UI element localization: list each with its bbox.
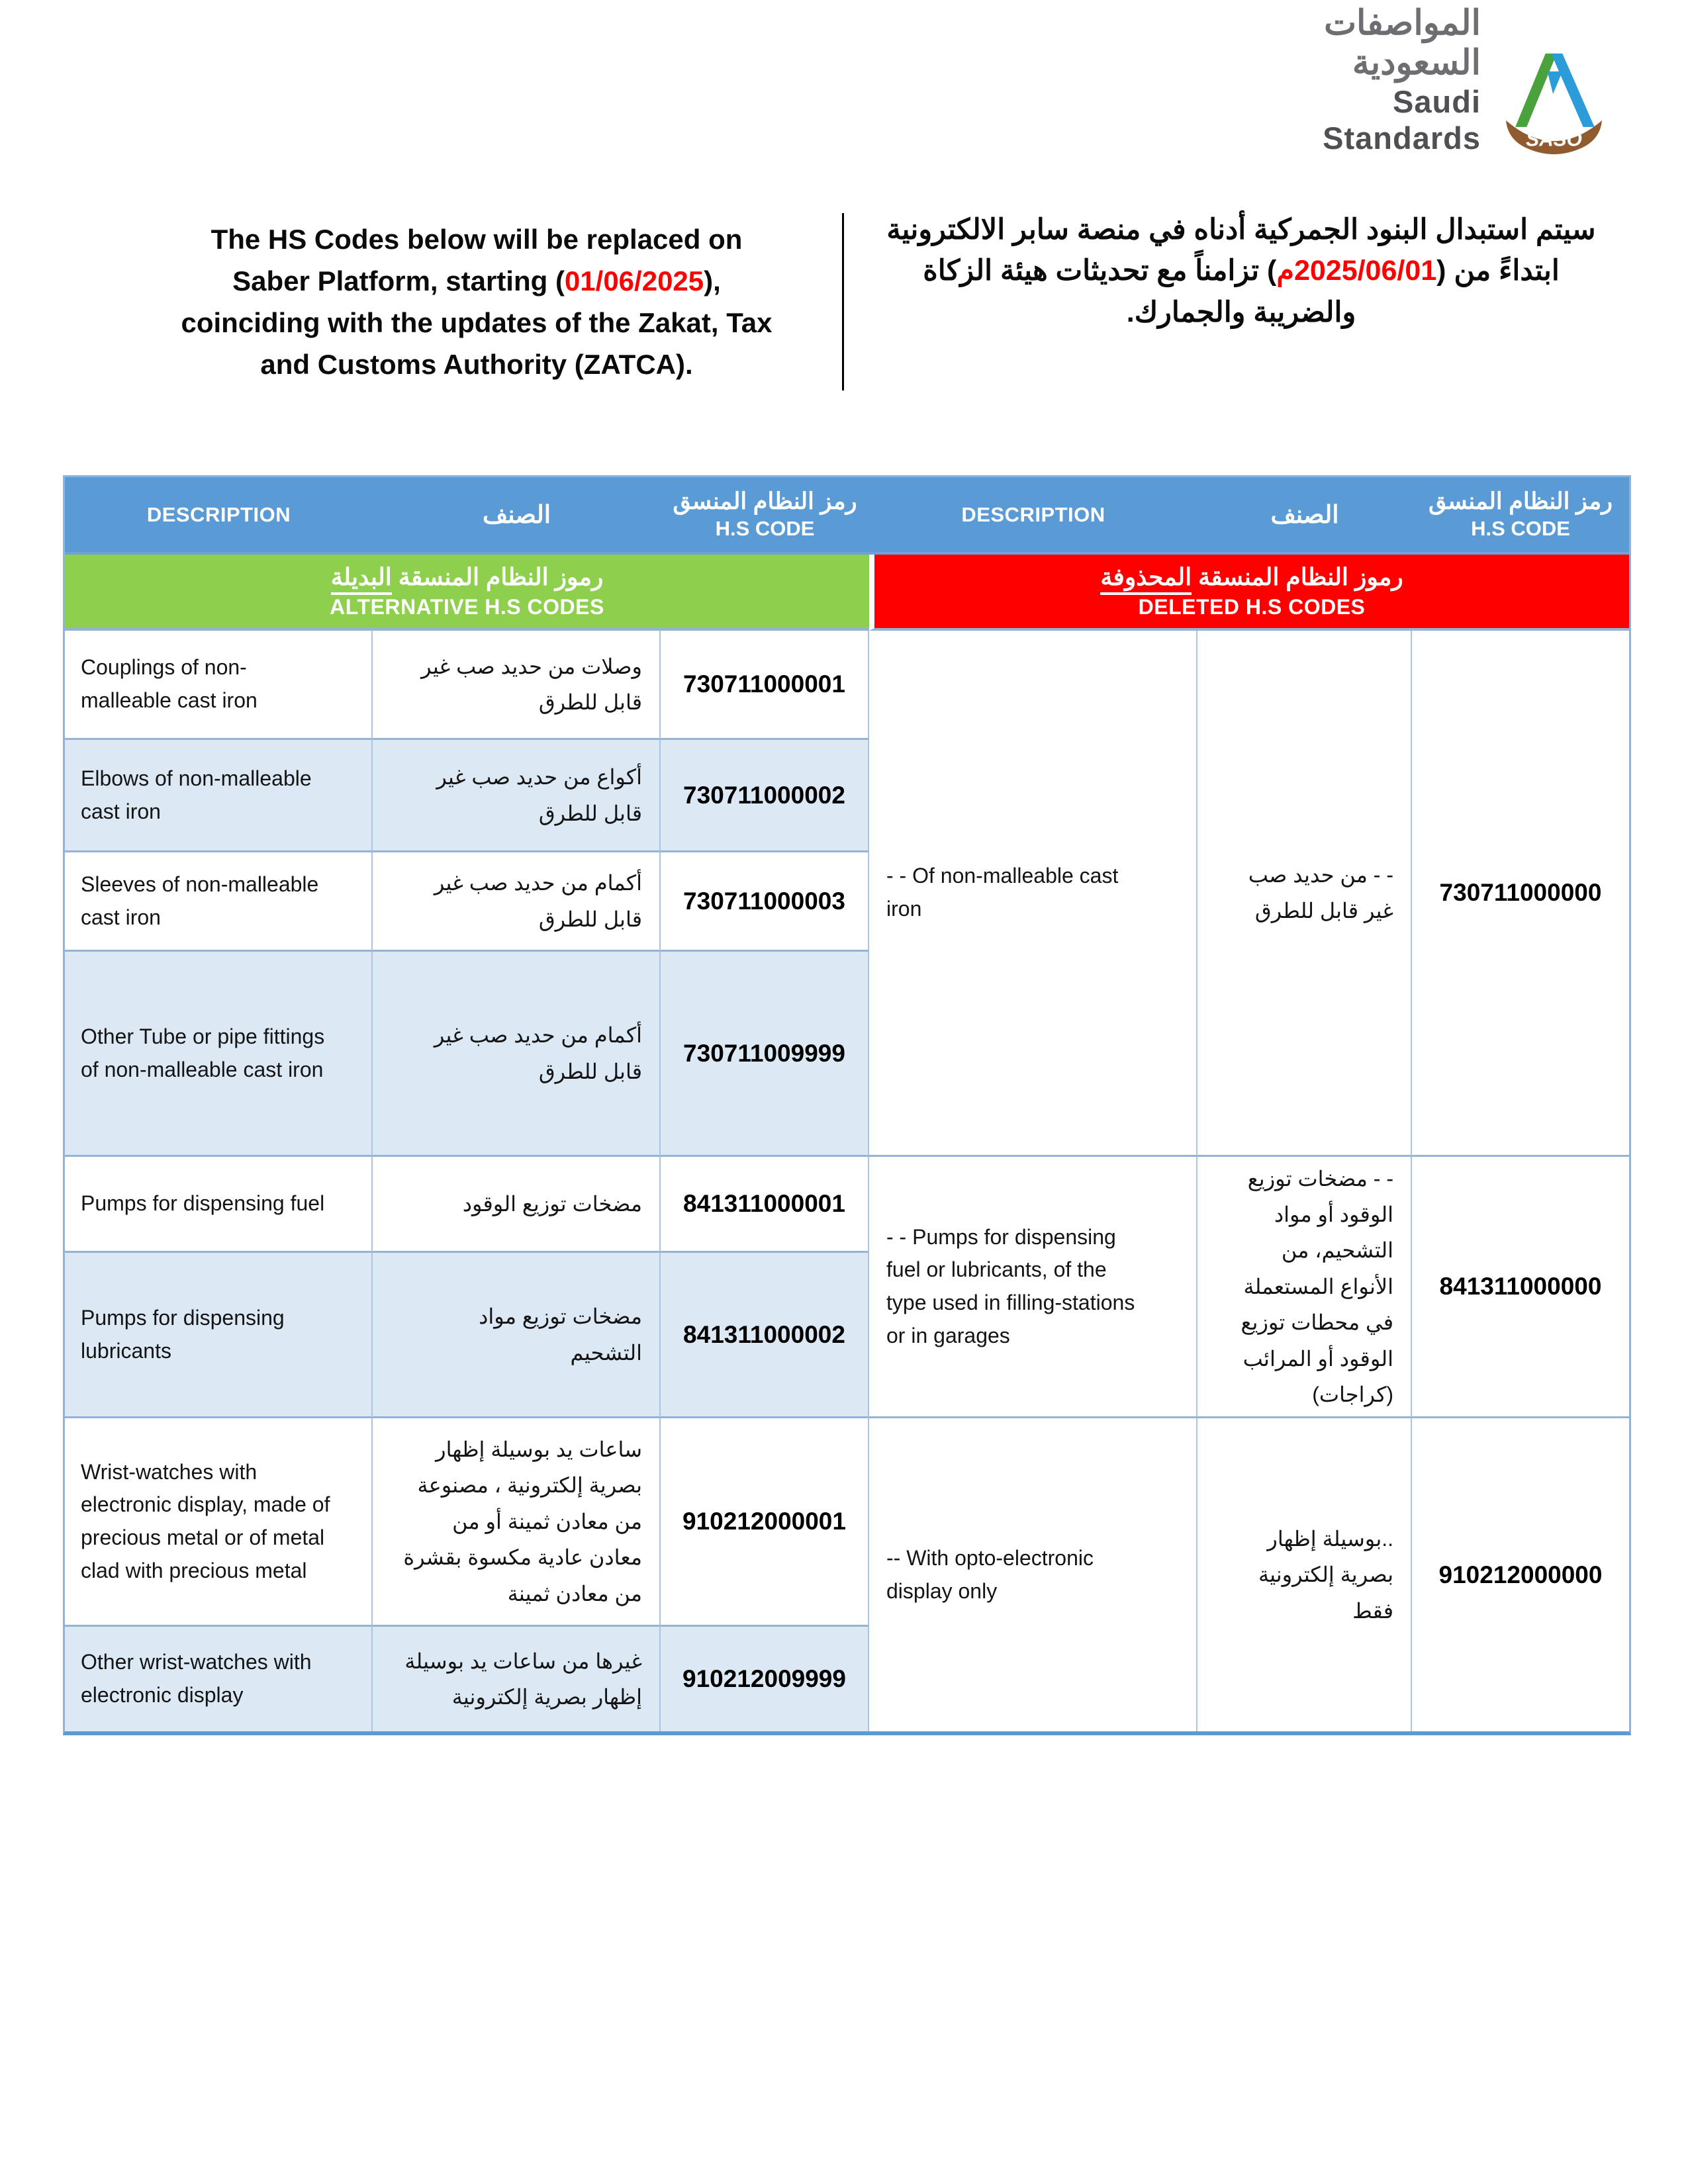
alt-row-description: Other wrist-watches with electronic display <box>65 1627 373 1731</box>
alt-row-description: Other Tube or pipe fittings of non-malleable cast iron <box>65 952 373 1157</box>
intro-en-text-before: The HS Codes below will be replaced on Saber Platform, starting ( <box>211 224 743 296</box>
alt-row-description: Couplings of non-malleable cast iron <box>65 631 373 740</box>
deleted-group-item-ar: - - مضخات توزيع الوقود أو مواد التشحيم، من الأنواع المستعملة في محطات توزيع الوقود أو المرائب (كراجات) <box>1197 1157 1412 1418</box>
alt-row-hs-code: 730711000001 <box>661 631 869 740</box>
intro-en-date: 01/06/2025 <box>564 265 704 296</box>
band-alternative-title-ar <box>65 561 869 594</box>
alt-row-hs-code: 841311000001 <box>661 1157 869 1253</box>
header-hs-code-right-ar: رمز النظام المنسق <box>1428 488 1613 515</box>
header-item-left: الصنف <box>373 477 661 555</box>
deleted-group-hs-code: 730711000000 <box>1412 631 1629 1157</box>
saso-logo <box>1231 4 1615 167</box>
band-deleted-ar-underlined: المحذوفة <box>1100 563 1192 595</box>
alt-row-hs-code: 730711000002 <box>661 740 869 852</box>
band-alternative-title-en: ALTERNATIVE H.S CODES <box>330 595 604 619</box>
intro-ar-text-after: ) تزامناً مع تحديثات هيئة الزكاة والضريبة والجمارك. <box>923 255 1356 328</box>
logo-wordmark <box>1231 4 1481 167</box>
header-hs-code-right <box>1412 477 1629 555</box>
alt-row-item-ar: غيرها من ساعات يد بوسيلة إظهار بصرية إلكترونية <box>373 1627 661 1731</box>
alt-row-description: Elbows of non-malleable cast iron <box>65 740 373 852</box>
deleted-group-hs-code: 910212000000 <box>1412 1418 1629 1731</box>
deleted-group-description: - - Pumps for dispensing fuel or lubricants, of the type used in filling-stations or in garages <box>869 1157 1197 1418</box>
header-description-left: DESCRIPTION <box>65 477 373 555</box>
intro-ar-text-before: سيتم استبدال البنود الجمركية أدناه في منصة سابر الالكترونية ابتداءً من ( <box>886 214 1596 287</box>
band-alternative-ar-prefix: رموز النظام المنسقة <box>391 563 604 591</box>
alt-row-hs-code: 730711000003 <box>661 852 869 952</box>
alt-row-item-ar: مضخات توزيع مواد التشحيم <box>373 1253 661 1418</box>
saso-emblem-icon <box>1493 34 1615 167</box>
deleted-group-hs-code: 841311000000 <box>1412 1157 1629 1418</box>
band-deleted-ar-prefix: رموز النظام المنسقة <box>1192 563 1403 591</box>
band-deleted-hs-codes <box>869 555 1629 631</box>
logo-wordmark-english: Saudi Standards <box>1323 84 1481 156</box>
header-hs-code-left-ar: رمز النظام المنسق <box>673 488 857 515</box>
intro-ar-date: 2025/06/01م <box>1276 255 1437 287</box>
alt-row-item-ar: مضخات توزيع الوقود <box>373 1157 661 1253</box>
alt-row-description: Wrist-watches with electronic display, made of precious metal or of metal clad with precious metal <box>65 1418 373 1627</box>
alt-row-hs-code: 910212000001 <box>661 1418 869 1627</box>
alt-row-item-ar: أكمام من حديد صب غير قابل للطرق <box>373 952 661 1157</box>
deleted-group-item-ar: - - من حديد صب غير قابل للطرق <box>1197 631 1412 1157</box>
logo-wordmark-arabic: المواصفات السعودية <box>1324 4 1481 83</box>
alt-row-description: Sleeves of non-malleable cast iron <box>65 852 373 952</box>
alt-row-item-ar: ساعات يد بوسيلة إظهار بصرية إلكترونية ، مصنوعة من معادن ثمينة أو من معادن عادية مكسوة بقشرة من معادن ثمينة <box>373 1418 661 1627</box>
band-alternative-hs-codes <box>65 555 869 631</box>
alt-row-item-ar: أكواع من حديد صب غير قابل للطرق <box>373 740 661 852</box>
alt-row-hs-code: 730711009999 <box>661 952 869 1157</box>
band-deleted-title-ar <box>874 561 1629 594</box>
svg-text:SASO: SASO <box>1526 128 1582 151</box>
header-description-right: DESCRIPTION <box>869 477 1197 555</box>
band-deleted-title-en: DELETED H.S CODES <box>1138 595 1366 619</box>
alt-row-description: Pumps for dispensing fuel <box>65 1157 373 1253</box>
alt-row-item-ar: وصلات من حديد صب غير قابل للطرق <box>373 631 661 740</box>
header-hs-code-left-en: H.S CODE <box>715 517 815 540</box>
deleted-group-description: - - Of non-malleable cast iron <box>869 631 1197 1157</box>
intro-divider-line <box>842 213 844 390</box>
header-hs-code-right-en: H.S CODE <box>1471 517 1570 540</box>
band-alternative-ar-underlined: البديلة <box>331 563 392 595</box>
alt-row-hs-code: 841311000002 <box>661 1253 869 1418</box>
deleted-group-item-ar: ..بوسيلة إظهار بصرية إلكترونية فقط <box>1197 1418 1412 1731</box>
alt-row-hs-code: 910212009999 <box>661 1627 869 1731</box>
intro-paragraph-arabic <box>874 209 1609 333</box>
hs-codes-table <box>63 475 1631 1735</box>
header-item-right: الصنف <box>1197 477 1412 555</box>
alt-row-description: Pumps for dispensing lubricants <box>65 1253 373 1418</box>
intro-paragraph-english <box>179 218 774 385</box>
alt-row-item-ar: أكمام من حديد صب غير قابل للطرق <box>373 852 661 952</box>
deleted-group-description: -- With opto-electronic display only <box>869 1418 1197 1731</box>
header-hs-code-left <box>661 477 869 555</box>
intro-en-text-after: ), coinciding with the updates of the Zakat, Tax and Customs Authority (ZATCA). <box>181 265 773 380</box>
